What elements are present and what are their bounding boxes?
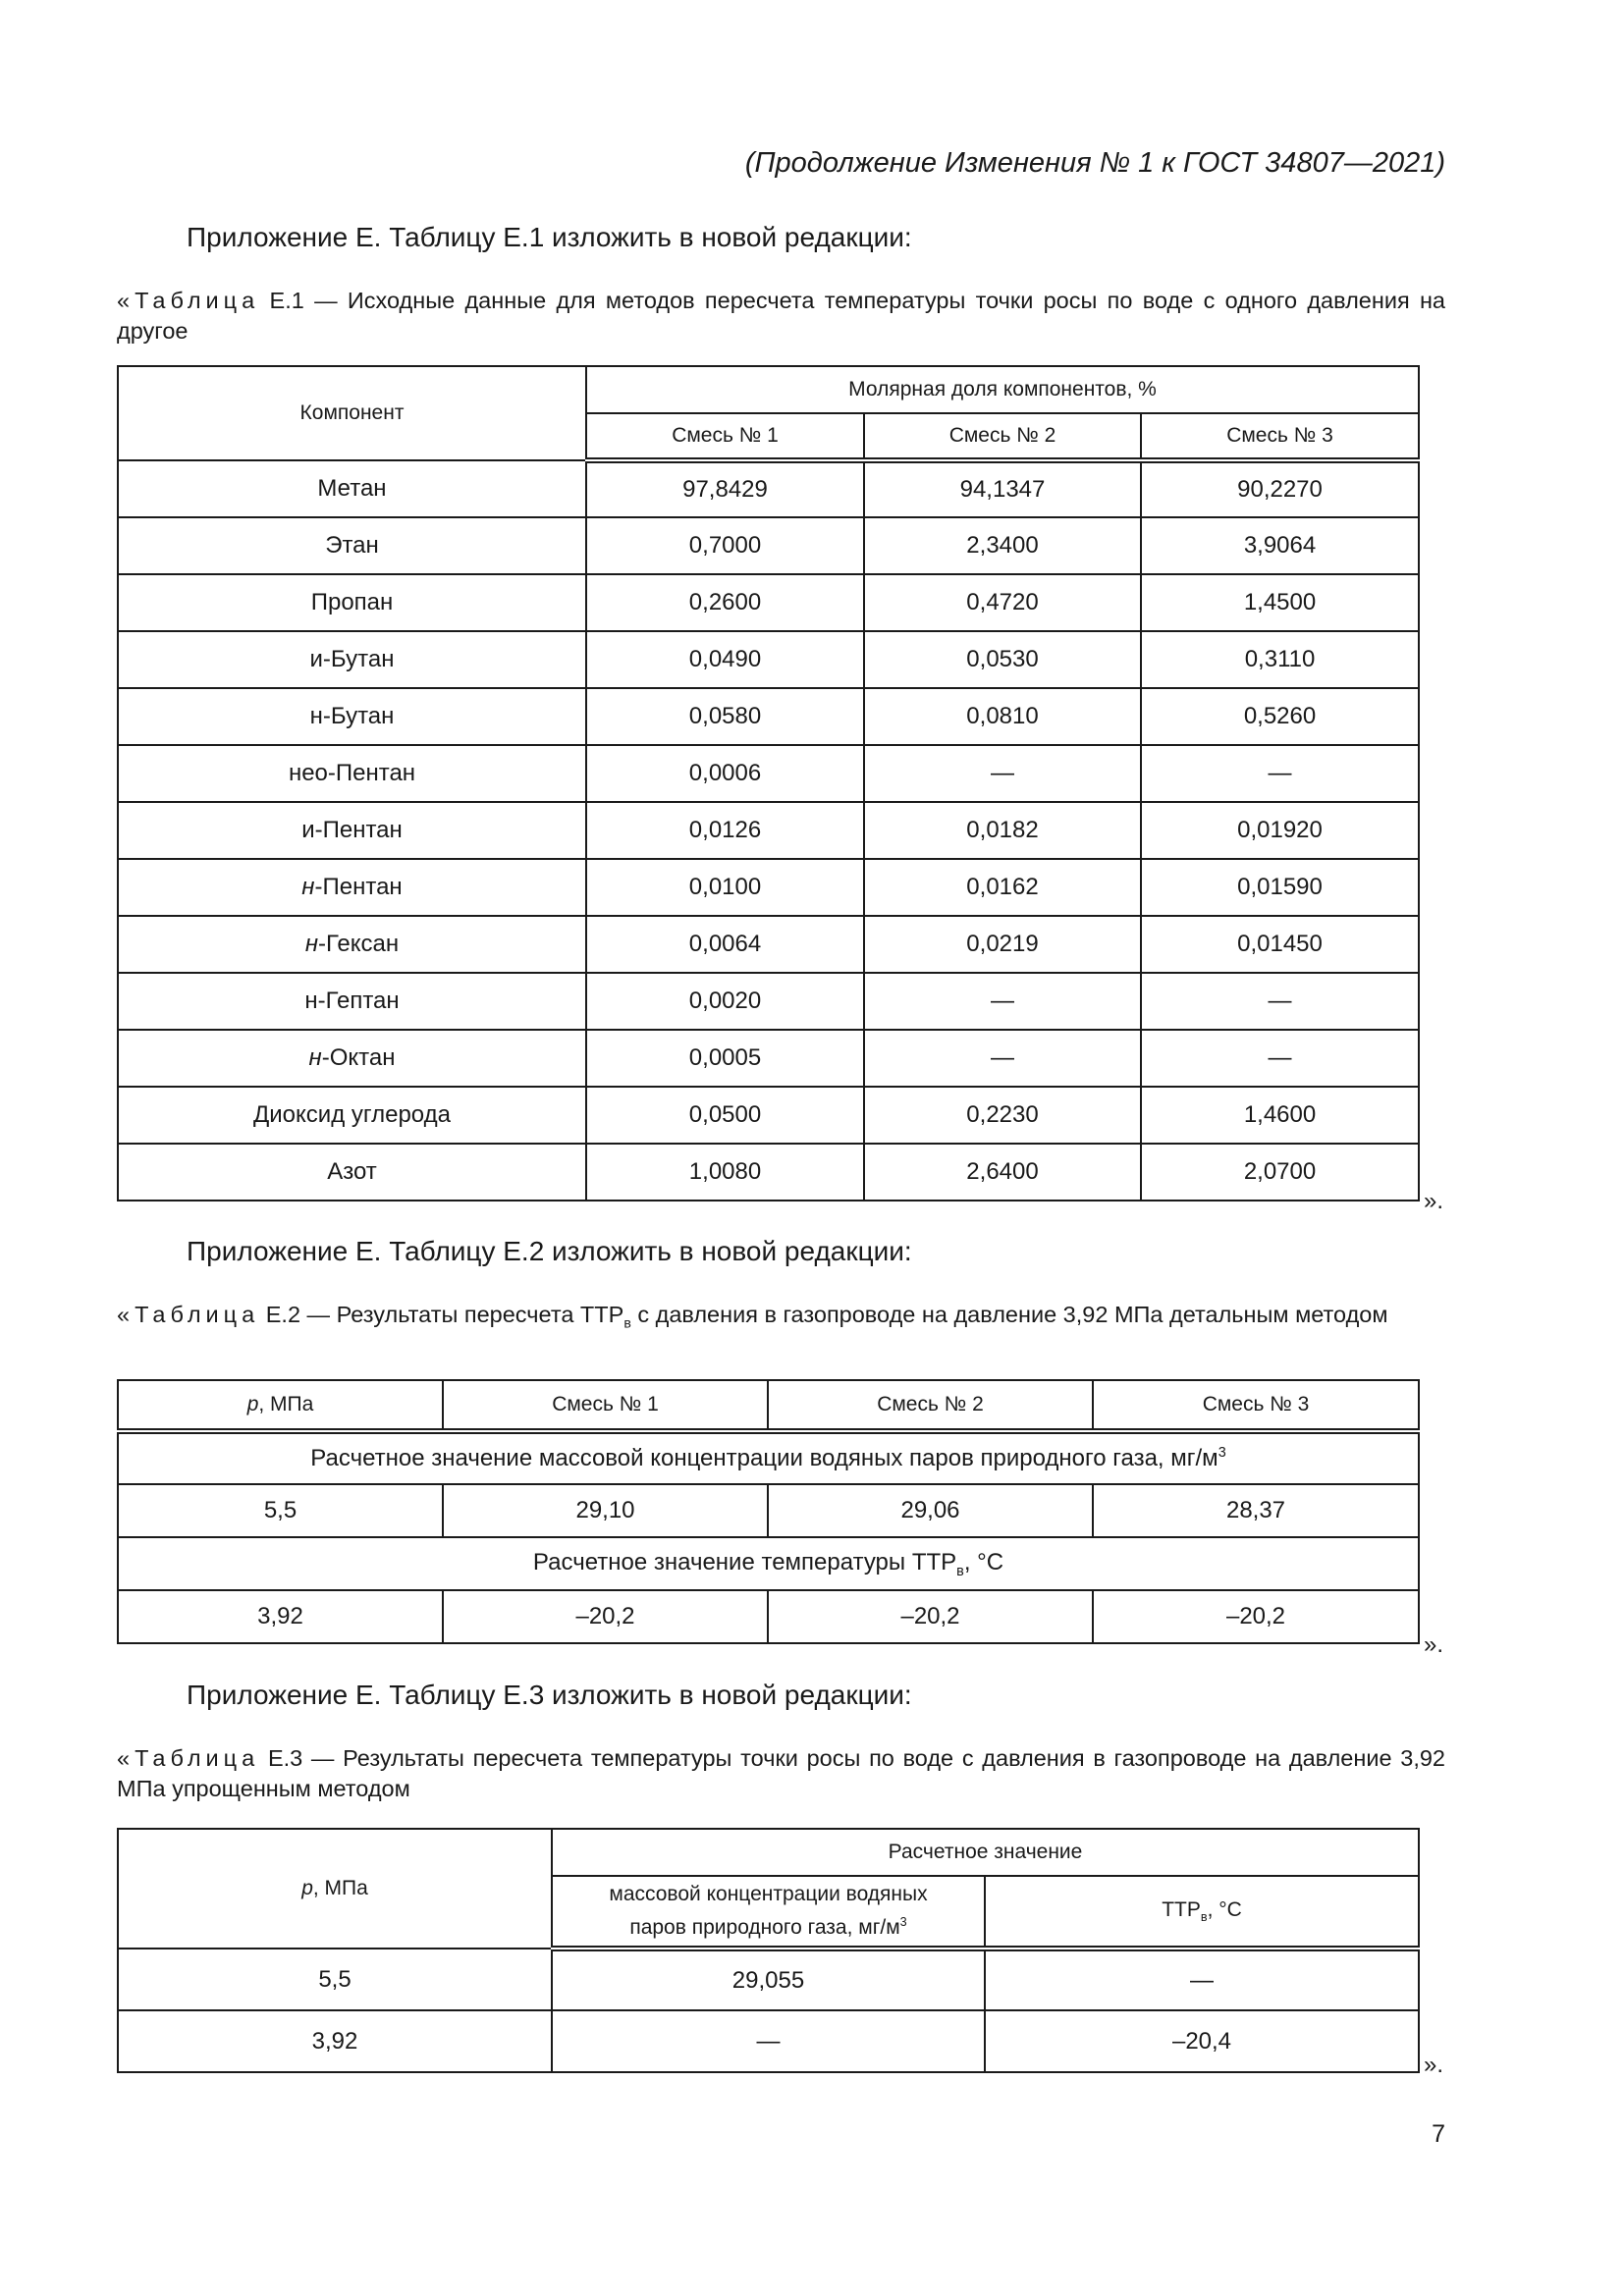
table-e2: [117, 1379, 1420, 1644]
cell-mix3: 3,9064: [1141, 517, 1419, 574]
italic-prefix: н: [304, 931, 319, 957]
cell-ttr: –20,4: [985, 2010, 1419, 2072]
caption-text: Е.1 — Исходные данные для методов пересчета температуры точки росы по воде с одного давления на другое: [117, 288, 1446, 344]
cell-mix2: 0,0182: [864, 802, 1141, 859]
cell-component: и-Пентан: [118, 802, 586, 859]
cell-mix1: 0,0500: [586, 1087, 864, 1144]
caption-table-e1: [117, 286, 1445, 347]
cell-pressure: 3,92: [118, 2010, 552, 2072]
caption-text: Е.3 — Результаты пересчета температуры точки росы по воде с давления в газопроводе на давление 3,92 МПа упрощенным методом: [117, 1745, 1445, 1801]
cell-mix2: 2,3400: [864, 517, 1141, 574]
cell-component: н-Гексан: [118, 916, 586, 973]
cell-mix2: 0,0219: [864, 916, 1141, 973]
header-mix2: Смесь № 2: [768, 1380, 1093, 1431]
span-mass-concentration: Расчетное значение массовой концентрации водяных паров природного газа, $мг/м^3$: [118, 1431, 1419, 1484]
cell-mix3: 0,01450: [1141, 916, 1419, 973]
cell-mix1: 0,0064: [586, 916, 864, 973]
cell-mix2: —: [864, 745, 1141, 802]
cell-component: н-Гептан: [118, 973, 586, 1030]
cell-mix3: 0,5260: [1141, 688, 1419, 745]
cell-component: Азот: [118, 1144, 586, 1201]
header-ttr: $ТТР_в$, °С: [985, 1876, 1419, 1949]
cell-pressure: 3,92: [118, 1590, 443, 1643]
caption-table-e3: [117, 1743, 1445, 1804]
cell-mix1: 97,8429: [586, 460, 864, 517]
header-pressure: р, МПа: [118, 1829, 552, 1949]
table-row: [118, 631, 1419, 688]
cell-mix2: 0,2230: [864, 1087, 1141, 1144]
cell-mix2: —: [864, 1030, 1141, 1087]
table-row: [118, 1590, 1419, 1643]
header-mix3: Смесь № 3: [1093, 1380, 1419, 1431]
cell-component: Пропан: [118, 574, 586, 631]
header-mix3: Смесь № 3: [1141, 413, 1419, 460]
table-row: [118, 745, 1419, 802]
instruction-table-e1: Приложение Е. Таблицу Е.1 изложить в новой редакции:: [187, 222, 912, 252]
cell-mix1: –20,2: [443, 1590, 768, 1643]
table-row: [118, 460, 1419, 517]
cell-mix2: 0,4720: [864, 574, 1141, 631]
cell-mass: 29,055: [552, 1949, 985, 2010]
table-header-row: [118, 1829, 1419, 1876]
cell-mass: —: [552, 2010, 985, 2072]
header-mix1: Смесь № 1: [586, 413, 864, 460]
table-header-row: [118, 366, 1419, 413]
cell-mix3: —: [1141, 745, 1419, 802]
cell-mix2: 29,06: [768, 1484, 1093, 1537]
cell-mix1: 0,0100: [586, 859, 864, 916]
cell-mix1: 0,0580: [586, 688, 864, 745]
table-row: [118, 688, 1419, 745]
cell-mix1: 29,10: [443, 1484, 768, 1537]
span-temperature: Расчетное значение температуры $ТТР_в$, °С: [118, 1537, 1419, 1590]
caption-subscript: в: [623, 1314, 631, 1331]
cell-mix3: 90,2270: [1141, 460, 1419, 517]
cell-mix3: 1,4600: [1141, 1087, 1419, 1144]
table-row: [118, 1144, 1419, 1201]
table-span-row: [118, 1537, 1419, 1590]
table-row: [118, 574, 1419, 631]
header-mix2: Смесь № 2: [864, 413, 1141, 460]
table-e3: [117, 1828, 1420, 2073]
cell-mix1: 0,7000: [586, 517, 864, 574]
cell-mix3: 0,01920: [1141, 802, 1419, 859]
header-mix1: Смесь № 1: [443, 1380, 768, 1431]
caption-prefix: «Таблица: [117, 1302, 260, 1327]
cell-mix1: 1,0080: [586, 1144, 864, 1201]
table-e1: [117, 365, 1420, 1201]
cell-mix1: 0,0005: [586, 1030, 864, 1087]
cell-mix3: 0,01590: [1141, 859, 1419, 916]
cell-pressure: 5,5: [118, 1949, 552, 2010]
header-component: Компонент: [118, 366, 586, 460]
header-note: (Продолжение Изменения № 1 к ГОСТ 34807—2021): [744, 147, 1445, 179]
cell-mix1: 0,2600: [586, 574, 864, 631]
cell-component: н-Пентан: [118, 859, 586, 916]
cell-mix2: 0,0810: [864, 688, 1141, 745]
header-calculated-value: Расчетное значение: [552, 1829, 1419, 1876]
table-row: [118, 859, 1419, 916]
italic-prefix: н: [301, 874, 315, 900]
instruction-table-e2: Приложение Е. Таблицу Е.2 изложить в новой редакции:: [187, 1236, 912, 1266]
caption-text-part2: с давления в газопроводе на давление 3,92 МПа детальным методом: [637, 1302, 1388, 1327]
table-row: [118, 1087, 1419, 1144]
cell-mix3: 1,4500: [1141, 574, 1419, 631]
cell-mix2: 0,0162: [864, 859, 1141, 916]
cell-component: Метан: [118, 460, 586, 517]
cell-component: н-Октан: [118, 1030, 586, 1087]
closing-quote: ».: [1424, 1631, 1444, 1658]
cell-mix2: –20,2: [768, 1590, 1093, 1643]
cell-mix3: 28,37: [1093, 1484, 1419, 1537]
cell-component: Этан: [118, 517, 586, 574]
table-e1-body: [118, 460, 1419, 1201]
caption-text-part1: Е.2 — Результаты пересчета ТТР: [265, 1302, 624, 1327]
cell-component: Диоксид углерода: [118, 1087, 586, 1144]
closing-quote: ».: [1424, 2052, 1444, 2078]
caption-prefix: «Таблица: [117, 288, 260, 313]
caption-prefix: «Таблица: [117, 1745, 260, 1771]
table-span-row: [118, 1431, 1419, 1484]
cell-mix3: –20,2: [1093, 1590, 1419, 1643]
table-row: [118, 1484, 1419, 1537]
cell-mix2: 94,1347: [864, 460, 1141, 517]
cell-mix2: —: [864, 973, 1141, 1030]
closing-quote: ».: [1424, 1188, 1444, 1214]
instruction-table-e3: Приложение Е. Таблицу Е.3 изложить в новой редакции:: [187, 1680, 912, 1710]
table-header-row: [118, 1380, 1419, 1431]
cell-mix1: 0,0126: [586, 802, 864, 859]
italic-prefix: н: [308, 1044, 322, 1071]
cell-mix2: 0,0530: [864, 631, 1141, 688]
table-row: [118, 916, 1419, 973]
cell-mix3: 2,0700: [1141, 1144, 1419, 1201]
cell-component: и-Бутан: [118, 631, 586, 688]
table-row: [118, 2010, 1419, 2072]
cell-mix1: 0,0490: [586, 631, 864, 688]
cell-mix3: 0,3110: [1141, 631, 1419, 688]
cell-ttr: —: [985, 1949, 1419, 2010]
cell-mix3: —: [1141, 1030, 1419, 1087]
caption-table-e2: [117, 1300, 1445, 1339]
cell-pressure: 5,5: [118, 1484, 443, 1537]
header-pressure: р, МПа: [118, 1380, 443, 1431]
page-number: 7: [1432, 2120, 1445, 2148]
header-molar-fraction: Молярная доля компонентов, %: [586, 366, 1419, 413]
table-row: [118, 973, 1419, 1030]
cell-mix2: 2,6400: [864, 1144, 1141, 1201]
cell-mix1: 0,0006: [586, 745, 864, 802]
header-mass-concentration: массовой концентрации водяных паров природного газа, $мг/м^3$: [552, 1876, 985, 1949]
table-row: [118, 1030, 1419, 1087]
table-row: [118, 802, 1419, 859]
cell-component: н-Бутан: [118, 688, 586, 745]
table-row: [118, 517, 1419, 574]
cell-component: нео-Пентан: [118, 745, 586, 802]
cell-mix1: 0,0020: [586, 973, 864, 1030]
cell-mix3: —: [1141, 973, 1419, 1030]
table-row: [118, 1949, 1419, 2010]
